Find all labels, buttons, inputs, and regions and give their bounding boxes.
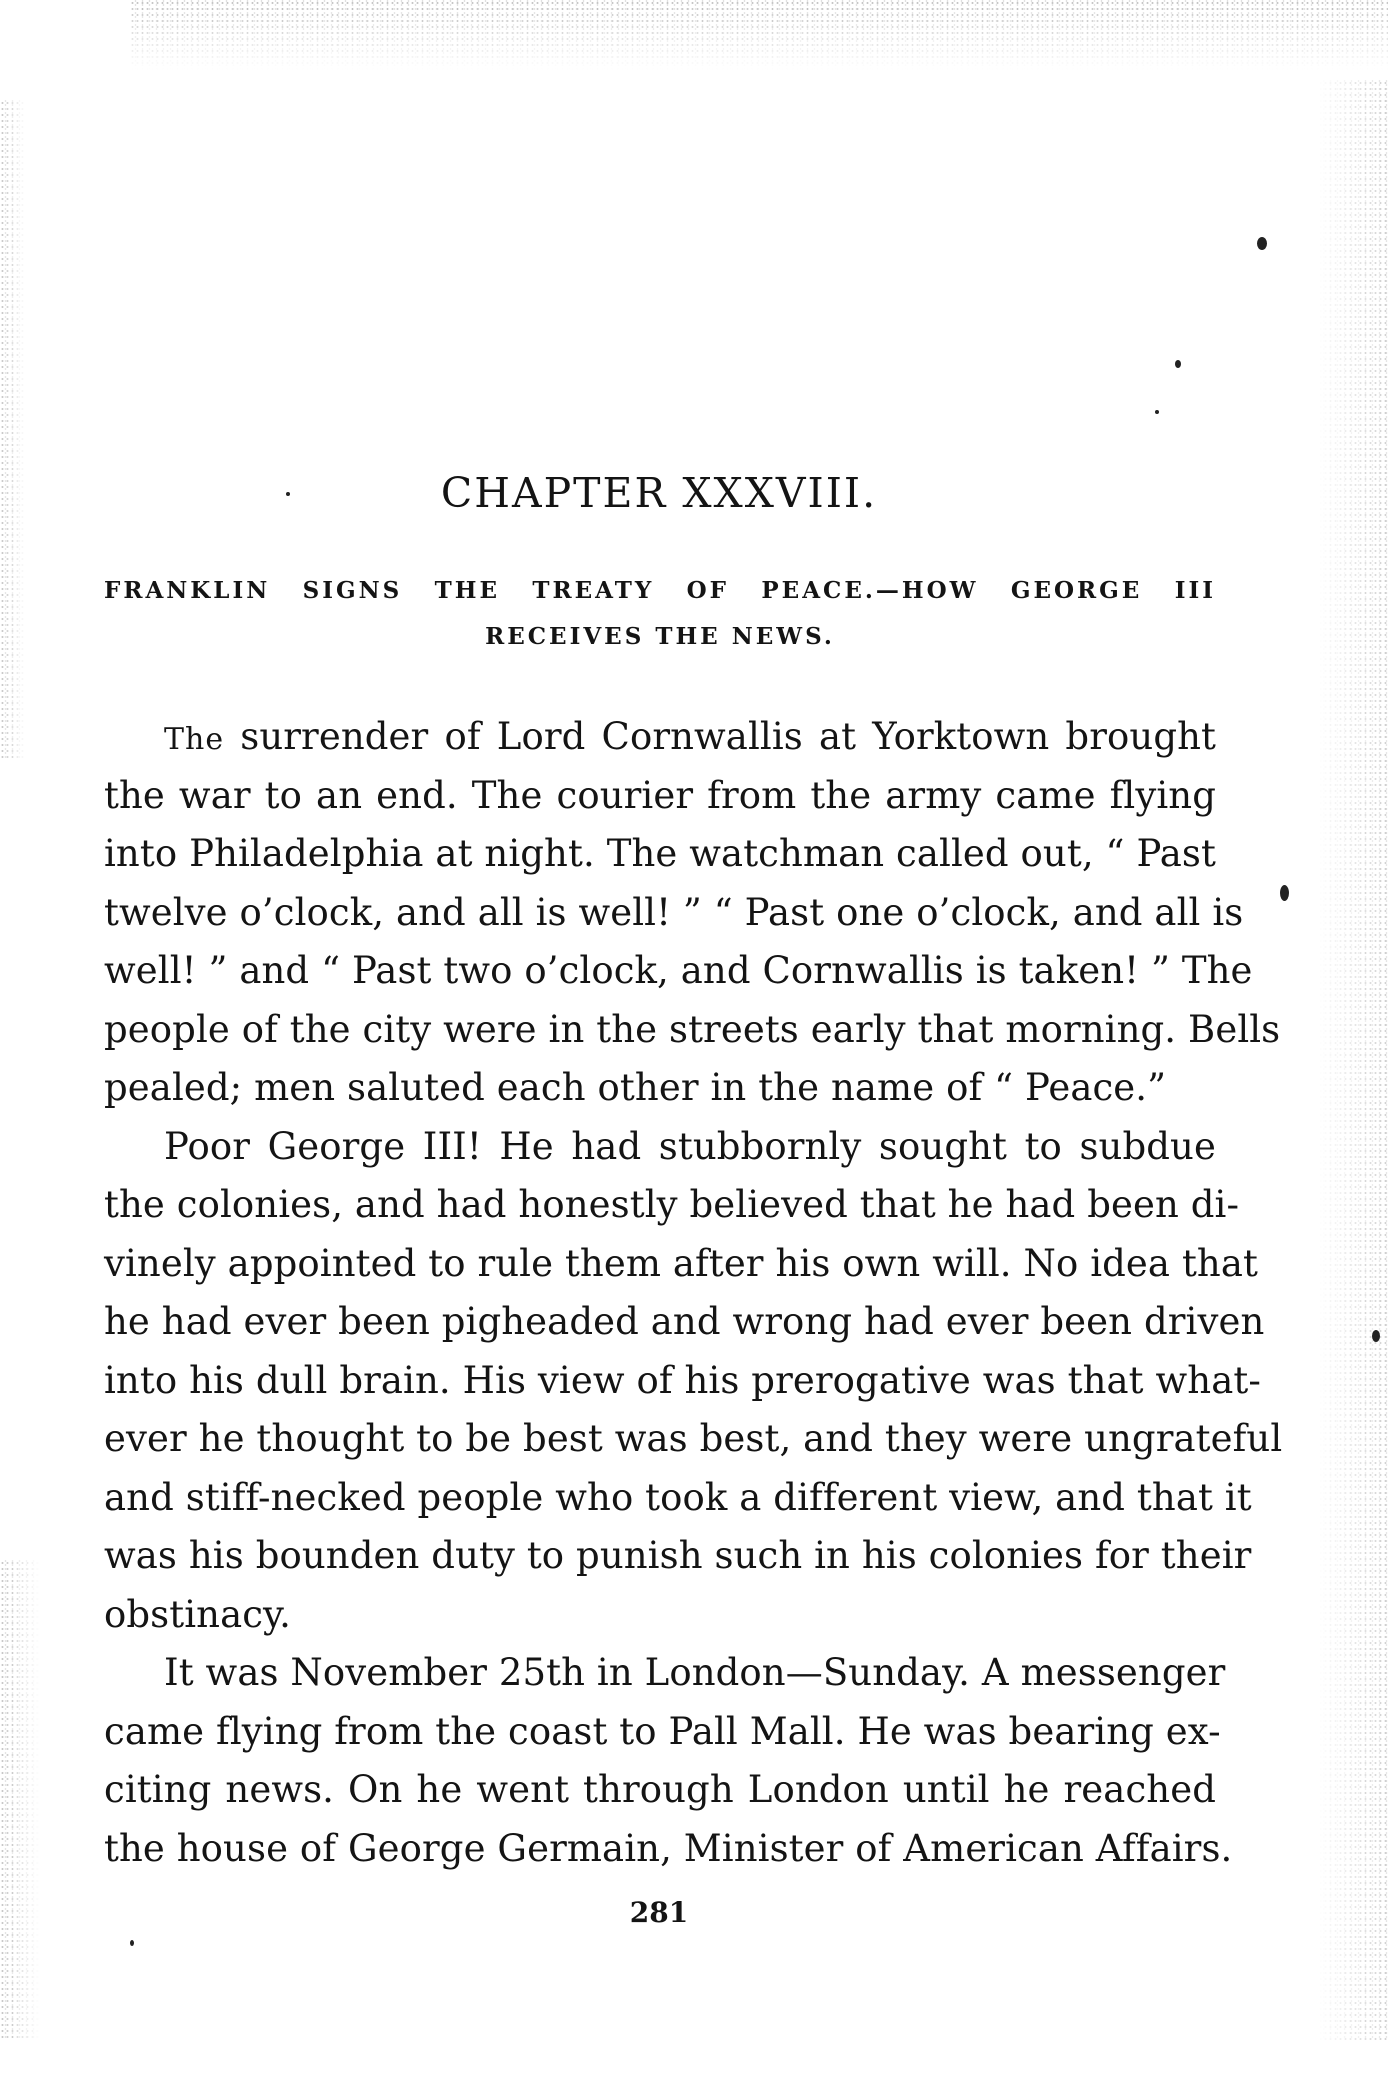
scan-noise-left-lower: [0, 1560, 40, 2040]
ink-speck: [1257, 237, 1267, 250]
text-line: pealed; men saluted each other in the name of “ Peace.”: [104, 1066, 1167, 1109]
subtitle-line: FRANKLIN SIGNS THE TREATY OF PEACE.—HOW GEORGE III: [104, 577, 1216, 604]
ink-speck: [1372, 1330, 1380, 1342]
page-number: 281: [629, 1896, 689, 1929]
text-line: and stiff-necked people who took a different view, and that it: [104, 1475, 1252, 1519]
text-line: the house of George Germain, Minister of American Affairs.: [104, 1826, 1233, 1870]
text-line: citing news. On he went through London until he reached: [104, 1768, 1216, 1811]
text-line: well! ” and “ Past two o’clock, and Cornwallis is taken! ” The: [104, 949, 1253, 992]
scan-noise-left: [0, 100, 26, 760]
ink-speck: [1280, 885, 1289, 901]
subtitle-line: RECEIVES THE NEWS.: [485, 623, 835, 650]
text-line: into his dull brain. His view of his prerogative was that what-: [104, 1358, 1261, 1402]
lead-word: The: [164, 722, 225, 757]
ink-speck: [1155, 410, 1159, 414]
text-line: he had ever been pigheaded and wrong had ever been driven: [104, 1300, 1265, 1343]
text-line: [104, 708, 1216, 767]
text-line: came flying from the coast to Pall Mall. He was bearing ex-: [104, 1709, 1221, 1753]
text-line: was his bounden duty to punish such in his colonies for their: [104, 1534, 1252, 1577]
chapter-title: CHAPTER XXXVIII.: [440, 469, 878, 517]
text-line: twelve o’clock, and all is well! ” “ Past one o’clock, and all is: [104, 890, 1244, 934]
text-line: Poor George III! He had stubbornly sought to subdue: [164, 1124, 1216, 1168]
chapter-body: [104, 708, 1283, 1878]
text-line: It was November 25th in London—Sunday. A messenger: [164, 1651, 1226, 1694]
text-line: the war to an end. The courier from the army came flying: [104, 773, 1216, 817]
text-line: the colonies, and had honestly believed that he had been di-: [104, 1183, 1240, 1226]
ink-speck: [1175, 360, 1181, 368]
text-line: people of the city were in the streets early that morning. Bells: [104, 1007, 1281, 1051]
text-line-content: surrender of Lord Cornwallis at Yorktown brought: [224, 715, 1216, 758]
text-line: obstinacy.: [104, 1592, 292, 1636]
text-line: ever he thought to be best was best, and they were ungrateful: [104, 1417, 1283, 1460]
scan-noise-top: [130, 0, 1388, 70]
scan-noise-right: [1318, 80, 1388, 2040]
text-line: vinely appointed to rule them after his own will. No idea that: [104, 1241, 1258, 1285]
ink-speck: [130, 1940, 134, 1946]
chapter-subtitle: [104, 568, 1216, 660]
text-line: into Philadelphia at night. The watchman called out, “ Past: [104, 832, 1216, 875]
